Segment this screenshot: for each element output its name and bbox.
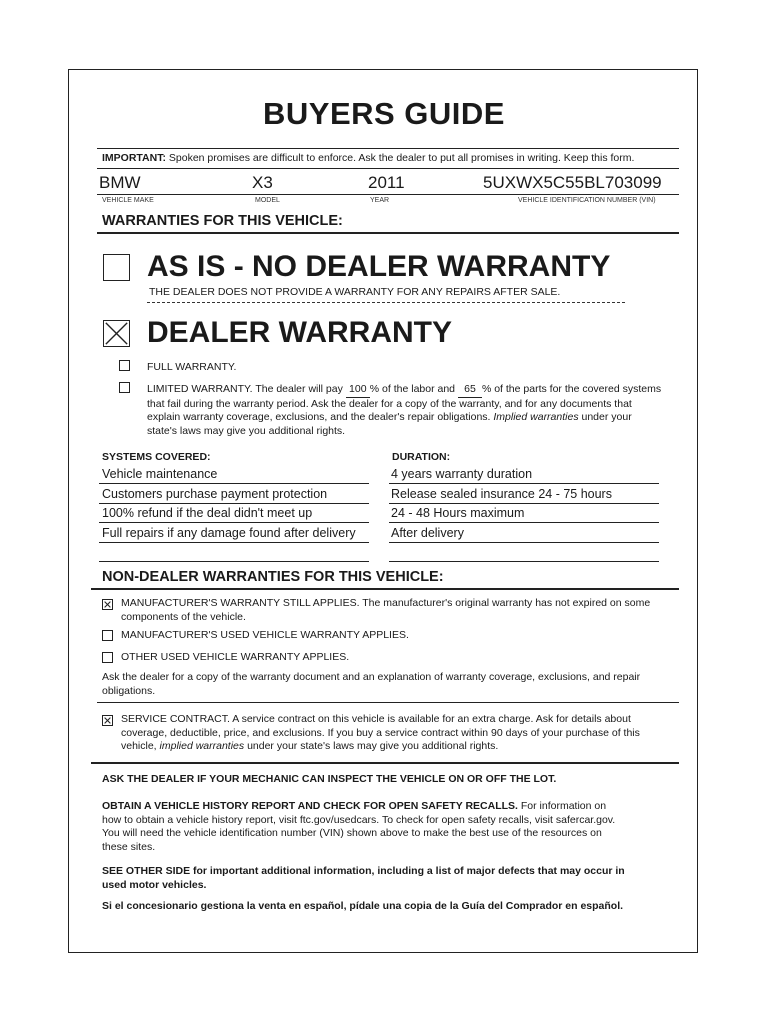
duration-row-1: 4 years warranty duration: [391, 467, 533, 481]
duration-heading: DURATION:: [392, 451, 451, 463]
as-is-title: AS IS - NO DEALER WARRANTY: [147, 250, 611, 283]
important-notice: IMPORTANT: Spoken promises are difficult to enforce. Ask the dealer to put all promises in writing. Keep this form.: [102, 152, 635, 164]
duration-row-3: 24 - 48 Hours maximum: [391, 506, 525, 520]
labor-percent: 100: [346, 383, 370, 398]
duration-row-2: Release sealed insurance 24 - 75 hours: [391, 487, 612, 501]
x-mark-icon: [103, 716, 112, 725]
full-warranty-checkbox[interactable]: [119, 360, 130, 371]
vehicle-vin-label: VEHICLE IDENTIFICATION NUMBER (VIN): [518, 197, 656, 204]
divider: [97, 232, 679, 234]
vehicle-model-label: MODEL: [255, 197, 280, 204]
history-report-text: OBTAIN A VEHICLE HISTORY REPORT AND CHECK FOR OPEN SAFETY RECALLS. For information on how to obtain a vehicle history report, visit ftc.gov/usedcars. To check for open safety recalls, visit safercar.gov. You will need the vehicle identification number (VIN) shown above to make the best use of the resources on these sites.: [102, 800, 616, 853]
system-row-2: Customers purchase payment protection: [102, 487, 328, 501]
limited-warranty-text: LIMITED WARRANTY. The dealer will pay 100 % of the labor and 65 % of the parts for the covered systems that fail during the warranty period. Ask the dealer for a copy of the warranty, and for any documents that explain warranty coverage, exclusions, and the dealer's repair obligations. Implied warranties under your state's laws may give you additional rights.: [147, 383, 662, 437]
divider: [91, 762, 679, 764]
system-row-1: Vehicle maintenance: [102, 467, 218, 481]
dashed-divider: [147, 302, 625, 303]
vehicle-vin: 5UXWX5C55BL703099: [483, 173, 662, 192]
other-used-warranty-text: OTHER USED VEHICLE WARRANTY APPLIES.: [121, 651, 350, 663]
page-title: BUYERS GUIDE: [263, 96, 505, 131]
ask-dealer-text: Ask the dealer for a copy of the warranty document and an explanation of warranty coverage, exclusions, and repair obligations.: [102, 671, 641, 697]
systems-covered-heading: SYSTEMS COVERED:: [102, 451, 211, 463]
system-row-3: 100% refund if the deal didn't meet up: [102, 506, 313, 520]
other-used-warranty-checkbox[interactable]: [102, 652, 113, 663]
as-is-checkbox[interactable]: [103, 254, 130, 281]
dealer-warranty-checkbox[interactable]: [103, 320, 130, 347]
divider: [97, 148, 679, 149]
spanish-notice: Si el concesionario gestiona la venta en español, pídale una copia de la Guía del Comprador en español.: [102, 900, 624, 912]
service-contract-checkbox[interactable]: [102, 715, 113, 726]
duration-row-4: After delivery: [391, 526, 464, 540]
mechanic-notice: ASK THE DEALER IF YOUR MECHANIC CAN INSPECT THE VEHICLE ON OR OFF THE LOT.: [102, 773, 557, 785]
see-other-side-text: SEE OTHER SIDE for important additional information, including a list of major defects that may occur in used motor vehicles.: [102, 865, 625, 891]
service-contract-text: SERVICE CONTRACT. A service contract on this vehicle is available for an extra charge. Ask for details about coverage, deductible, price, and exclusions. If you buy a service contract within 90 days of your purchase of this vehicle, implied warranties under your state's laws may give you additional rights.: [121, 713, 640, 752]
vehicle-year: 2011: [368, 173, 405, 192]
manufacturer-warranty-text: MANUFACTURER'S WARRANTY STILL APPLIES. The manufacturer's original warranty has not expired on some components of the vehicle.: [121, 597, 651, 623]
divider: [97, 168, 679, 169]
vehicle-make-label: VEHICLE MAKE: [102, 197, 154, 204]
x-mark-icon: [104, 321, 129, 346]
non-dealer-heading: NON-DEALER WARRANTIES FOR THIS VEHICLE:: [102, 569, 444, 585]
dealer-warranty-title: DEALER WARRANTY: [147, 316, 452, 349]
vehicle-make: BMW: [99, 173, 141, 192]
limited-warranty-checkbox[interactable]: [119, 382, 130, 393]
divider: [97, 702, 679, 703]
divider: [97, 194, 679, 195]
system-row-4: Full repairs if any damage found after delivery: [102, 526, 356, 540]
parts-percent: 65: [458, 383, 482, 398]
full-warranty-label: FULL WARRANTY.: [147, 361, 237, 373]
as-is-subtitle: THE DEALER DOES NOT PROVIDE A WARRANTY FOR ANY REPAIRS AFTER SALE.: [149, 286, 561, 298]
buyers-guide-form: [68, 69, 698, 953]
used-vehicle-warranty-checkbox[interactable]: [102, 630, 113, 641]
warranties-heading: WARRANTIES FOR THIS VEHICLE:: [102, 213, 343, 229]
x-mark-icon: [103, 600, 112, 609]
used-vehicle-warranty-text: MANUFACTURER'S USED VEHICLE WARRANTY APPLIES.: [121, 629, 409, 641]
vehicle-year-label: YEAR: [370, 197, 390, 204]
manufacturer-warranty-checkbox[interactable]: [102, 599, 113, 610]
divider: [91, 588, 679, 590]
vehicle-model: X3: [252, 173, 273, 192]
